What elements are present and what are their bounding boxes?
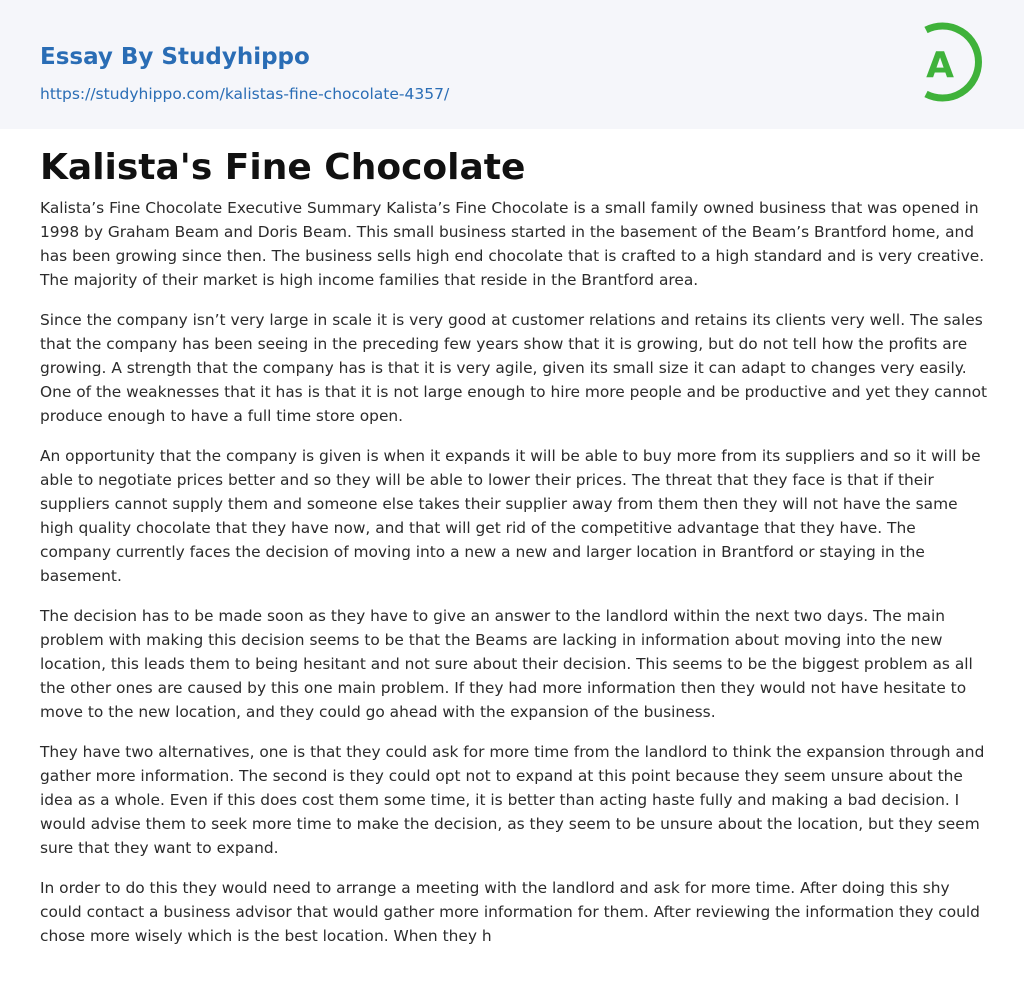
essay-paragraph: The decision has to be made soon as they have to give an answer to the landlord within the next two days. The main problem with making this decision seems to be that the Beams are lacking in information about moving into the new location, this leads them to being hesitant and not sure about their decision. This seems to be the biggest problem as all the other ones are caused by this one main problem. If they had more information then they would not have hesitate to move to the new location, and they could go ahead with the expansion of the business. bbox=[40, 607, 973, 721]
essay-paragraph: Since the company isn’t very large in scale it is very good at customer relations and retains its clients very well. The sales that the company has been seeing in the preceding few years show that it is growing, but do not tell how the profits are growing. A strength that the company has is that it is very agile, given its small size it can adapt to changes very easily. One of the weaknesses that it has is that it is not large enough to hire more people and be productive and yet they cannot produce enough to have a full time store open. bbox=[40, 311, 988, 425]
essay-paragraph: They have two alternatives, one is that they could ask for more time from the landlord to think the expansion through and gather more information. The second is they could opt not to expand at this point because they seem unsure about the idea as a whole. Even if this does cost them some time, it is better than acting haste fully and making a bad decision. I would advise them to seek more time to make the decision, as they seem to be unsure about the location, but they seem sure that they want to expand. bbox=[40, 743, 985, 857]
essay-title: Kalista's Fine Chocolate bbox=[40, 147, 526, 188]
essay-paragraph: Kalista’s Fine Chocolate Executive Summary Kalista’s Fine Chocolate is a small family owned business that was opened in 1998 by Graham Beam and Doris Beam. This small business started in the basement of the Beam’s Brantford home, and has been growing since then. The business sells high end chocolate that is crafted to a high standard and is very creative. The majority of their market is high income families that reside in the Brantford area. bbox=[40, 199, 985, 289]
essay-paragraph: In order to do this they would need to arrange a meeting with the landlord and ask for more time. After doing this shy could contact a business advisor that would gather more information for them. After reviewing the information they could chose more wisely which is the best location. When they h bbox=[40, 879, 980, 945]
page-header bbox=[0, 0, 1024, 129]
source-url-link[interactable]: https://studyhippo.com/kalistas-fine-chocolate-4357/ bbox=[40, 85, 450, 103]
essay-paragraph: An opportunity that the company is given is when it expands it will be able to buy more from its suppliers and so it will be able to negotiate prices better and so they will be able to lower their prices. The threat that they face is that if their suppliers cannot supply them and someone else takes their supplier away from them then they will not have the same high quality chocolate that they have now, and that will get rid of the competitive advantage that they have. The company currently faces the decision of moving into a new a new and larger location in Brantford or staying in the basement. bbox=[40, 447, 981, 585]
brand-title: Essay By Studyhippo bbox=[40, 44, 310, 70]
logo-letter: A bbox=[926, 45, 954, 86]
essay-content bbox=[40, 143, 988, 964]
studyhippo-logo-icon bbox=[910, 17, 990, 107]
